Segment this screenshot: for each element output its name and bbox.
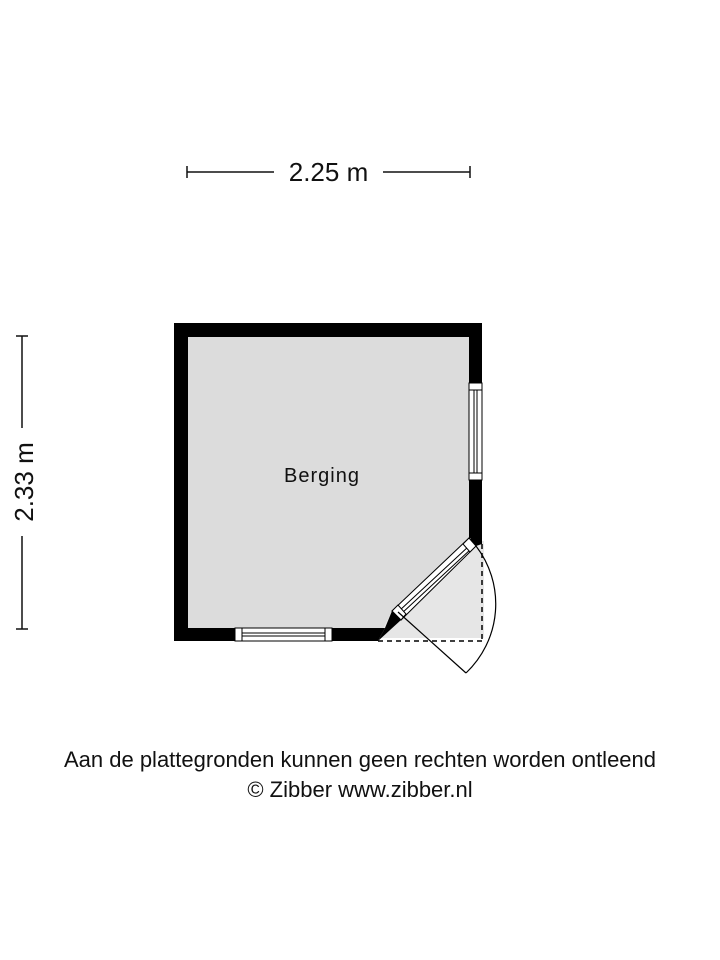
window-right-frame	[469, 383, 482, 480]
wall-right-upper	[469, 323, 482, 383]
window-right	[469, 383, 482, 480]
window-bottom-jamb-right	[325, 628, 332, 641]
window-bottom-jamb-left	[235, 628, 242, 641]
window-bottom-frame	[235, 628, 332, 641]
wall-left	[174, 323, 188, 641]
window-right-jamb-bottom	[469, 473, 482, 480]
window-right-jamb-top	[469, 383, 482, 390]
height-dimension	[9, 336, 39, 629]
width-dimension	[187, 157, 470, 187]
wall-top	[174, 323, 482, 337]
wall-bottom-right	[332, 628, 385, 641]
window-bottom	[235, 628, 332, 641]
room-label-berging: Berging	[284, 465, 360, 487]
wall-right-lower	[469, 480, 482, 538]
height-dimension-label: 2.33 m	[9, 442, 39, 522]
width-dimension-label: 2.25 m	[288, 157, 369, 187]
wall-bottom-left	[174, 628, 235, 641]
copyright-text: © Zibber www.zibber.nl	[247, 777, 473, 802]
disclaimer-text: Aan de plattegronden kunnen geen rechten worden ontleend	[63, 747, 657, 772]
